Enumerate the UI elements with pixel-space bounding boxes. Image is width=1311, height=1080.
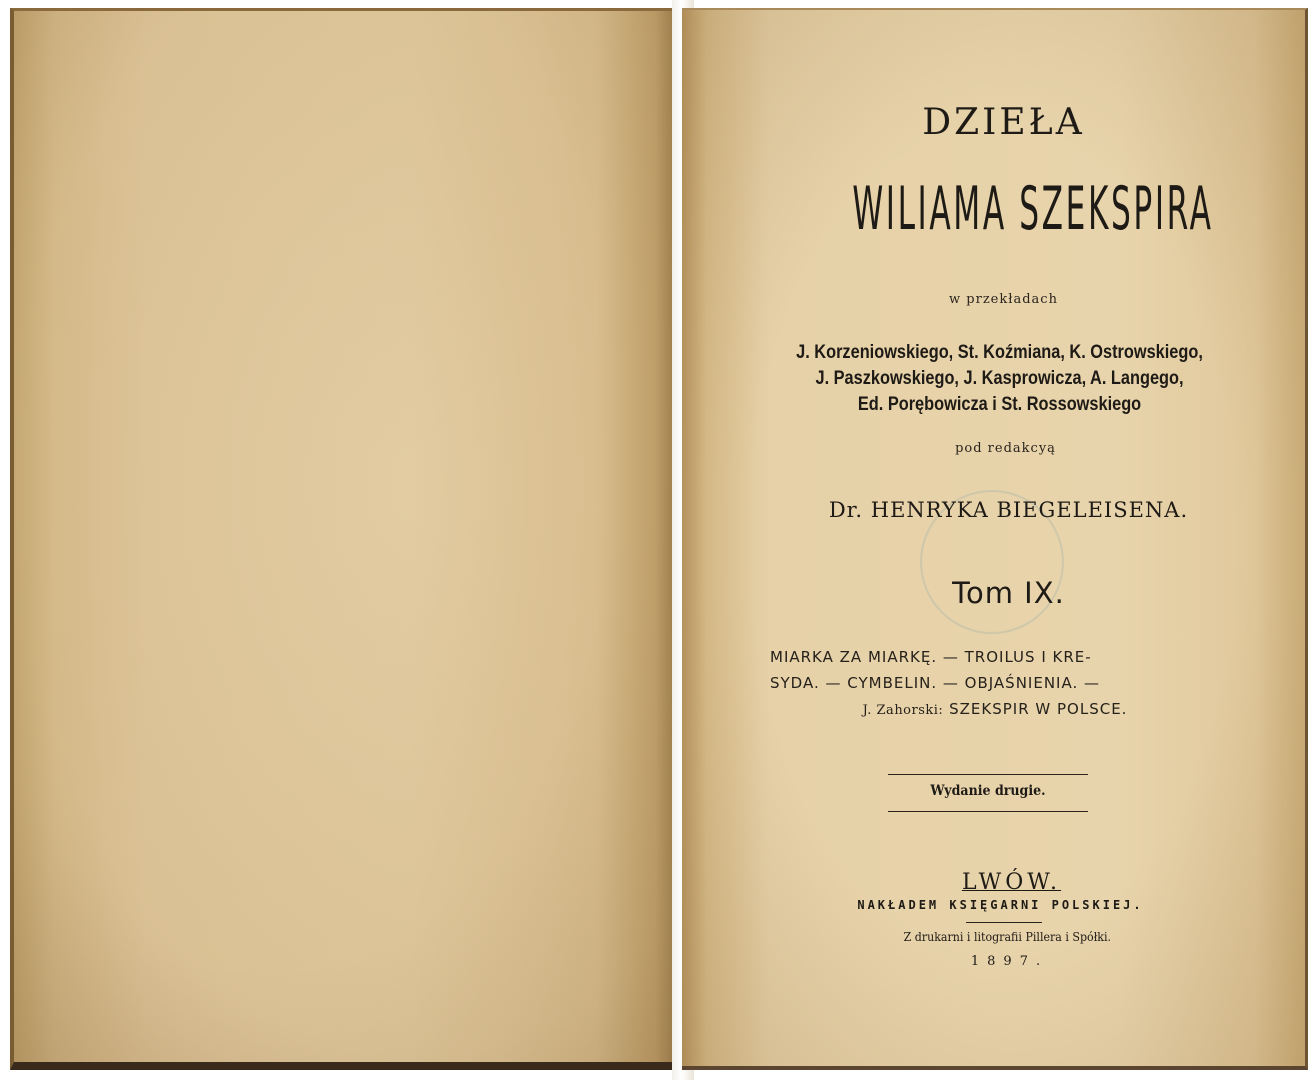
- contents-line: MIARKA ZA MIARKĘ. — TROILUS I KRE-: [770, 648, 1092, 666]
- translators-list: [726, 340, 1262, 418]
- translators-line: J. Korzeniowskiego, St. Koźmiana, K. Ostrowskiego,: [796, 342, 1203, 363]
- publisher: NAKŁADEM KSIĘGARNI POLSKIEJ.: [857, 898, 1144, 912]
- title-page-content: [682, 10, 1305, 1066]
- publication-city: LWÓW.: [961, 870, 1062, 895]
- translators-line: J. Paszkowskiego, J. Kasprowicza, A. Langego,: [815, 368, 1184, 389]
- translations-intro: w przekładach: [949, 292, 1058, 307]
- essay-author: J. Zahorski:: [862, 703, 944, 718]
- heading: DZIEŁA: [922, 102, 1085, 143]
- translators-line: Ed. Porębowicza i St. Rossowskiego: [857, 394, 1142, 415]
- edition-label: Wydanie drugie.: [930, 783, 1046, 799]
- editor-name: Dr. HENRYKA BIEGELEISENA.: [828, 498, 1189, 522]
- edition-box: [888, 774, 1088, 812]
- editor-intro: pod redakcyą: [955, 441, 1056, 456]
- volume-contents: [770, 644, 1220, 724]
- contents-line: [770, 696, 1220, 724]
- author-title: WILIAMA SZEKSPIRA: [852, 174, 1214, 244]
- left-blank-page: [10, 8, 675, 1070]
- publication-year: 1897.: [970, 954, 1049, 969]
- ink-bleed-through: [154, 419, 574, 499]
- contents-line: SYDA. — CYMBELIN. — OBJAŚNIENIA. —: [770, 674, 1101, 692]
- essay-title: SZEKSPIR W POLSCE.: [949, 700, 1128, 718]
- divider: [966, 922, 1042, 923]
- title-page: [682, 8, 1308, 1070]
- volume-number: Tom IX.: [952, 576, 1065, 610]
- printer: Z drukarni i litografii Pillera i Spółki.: [903, 930, 1112, 944]
